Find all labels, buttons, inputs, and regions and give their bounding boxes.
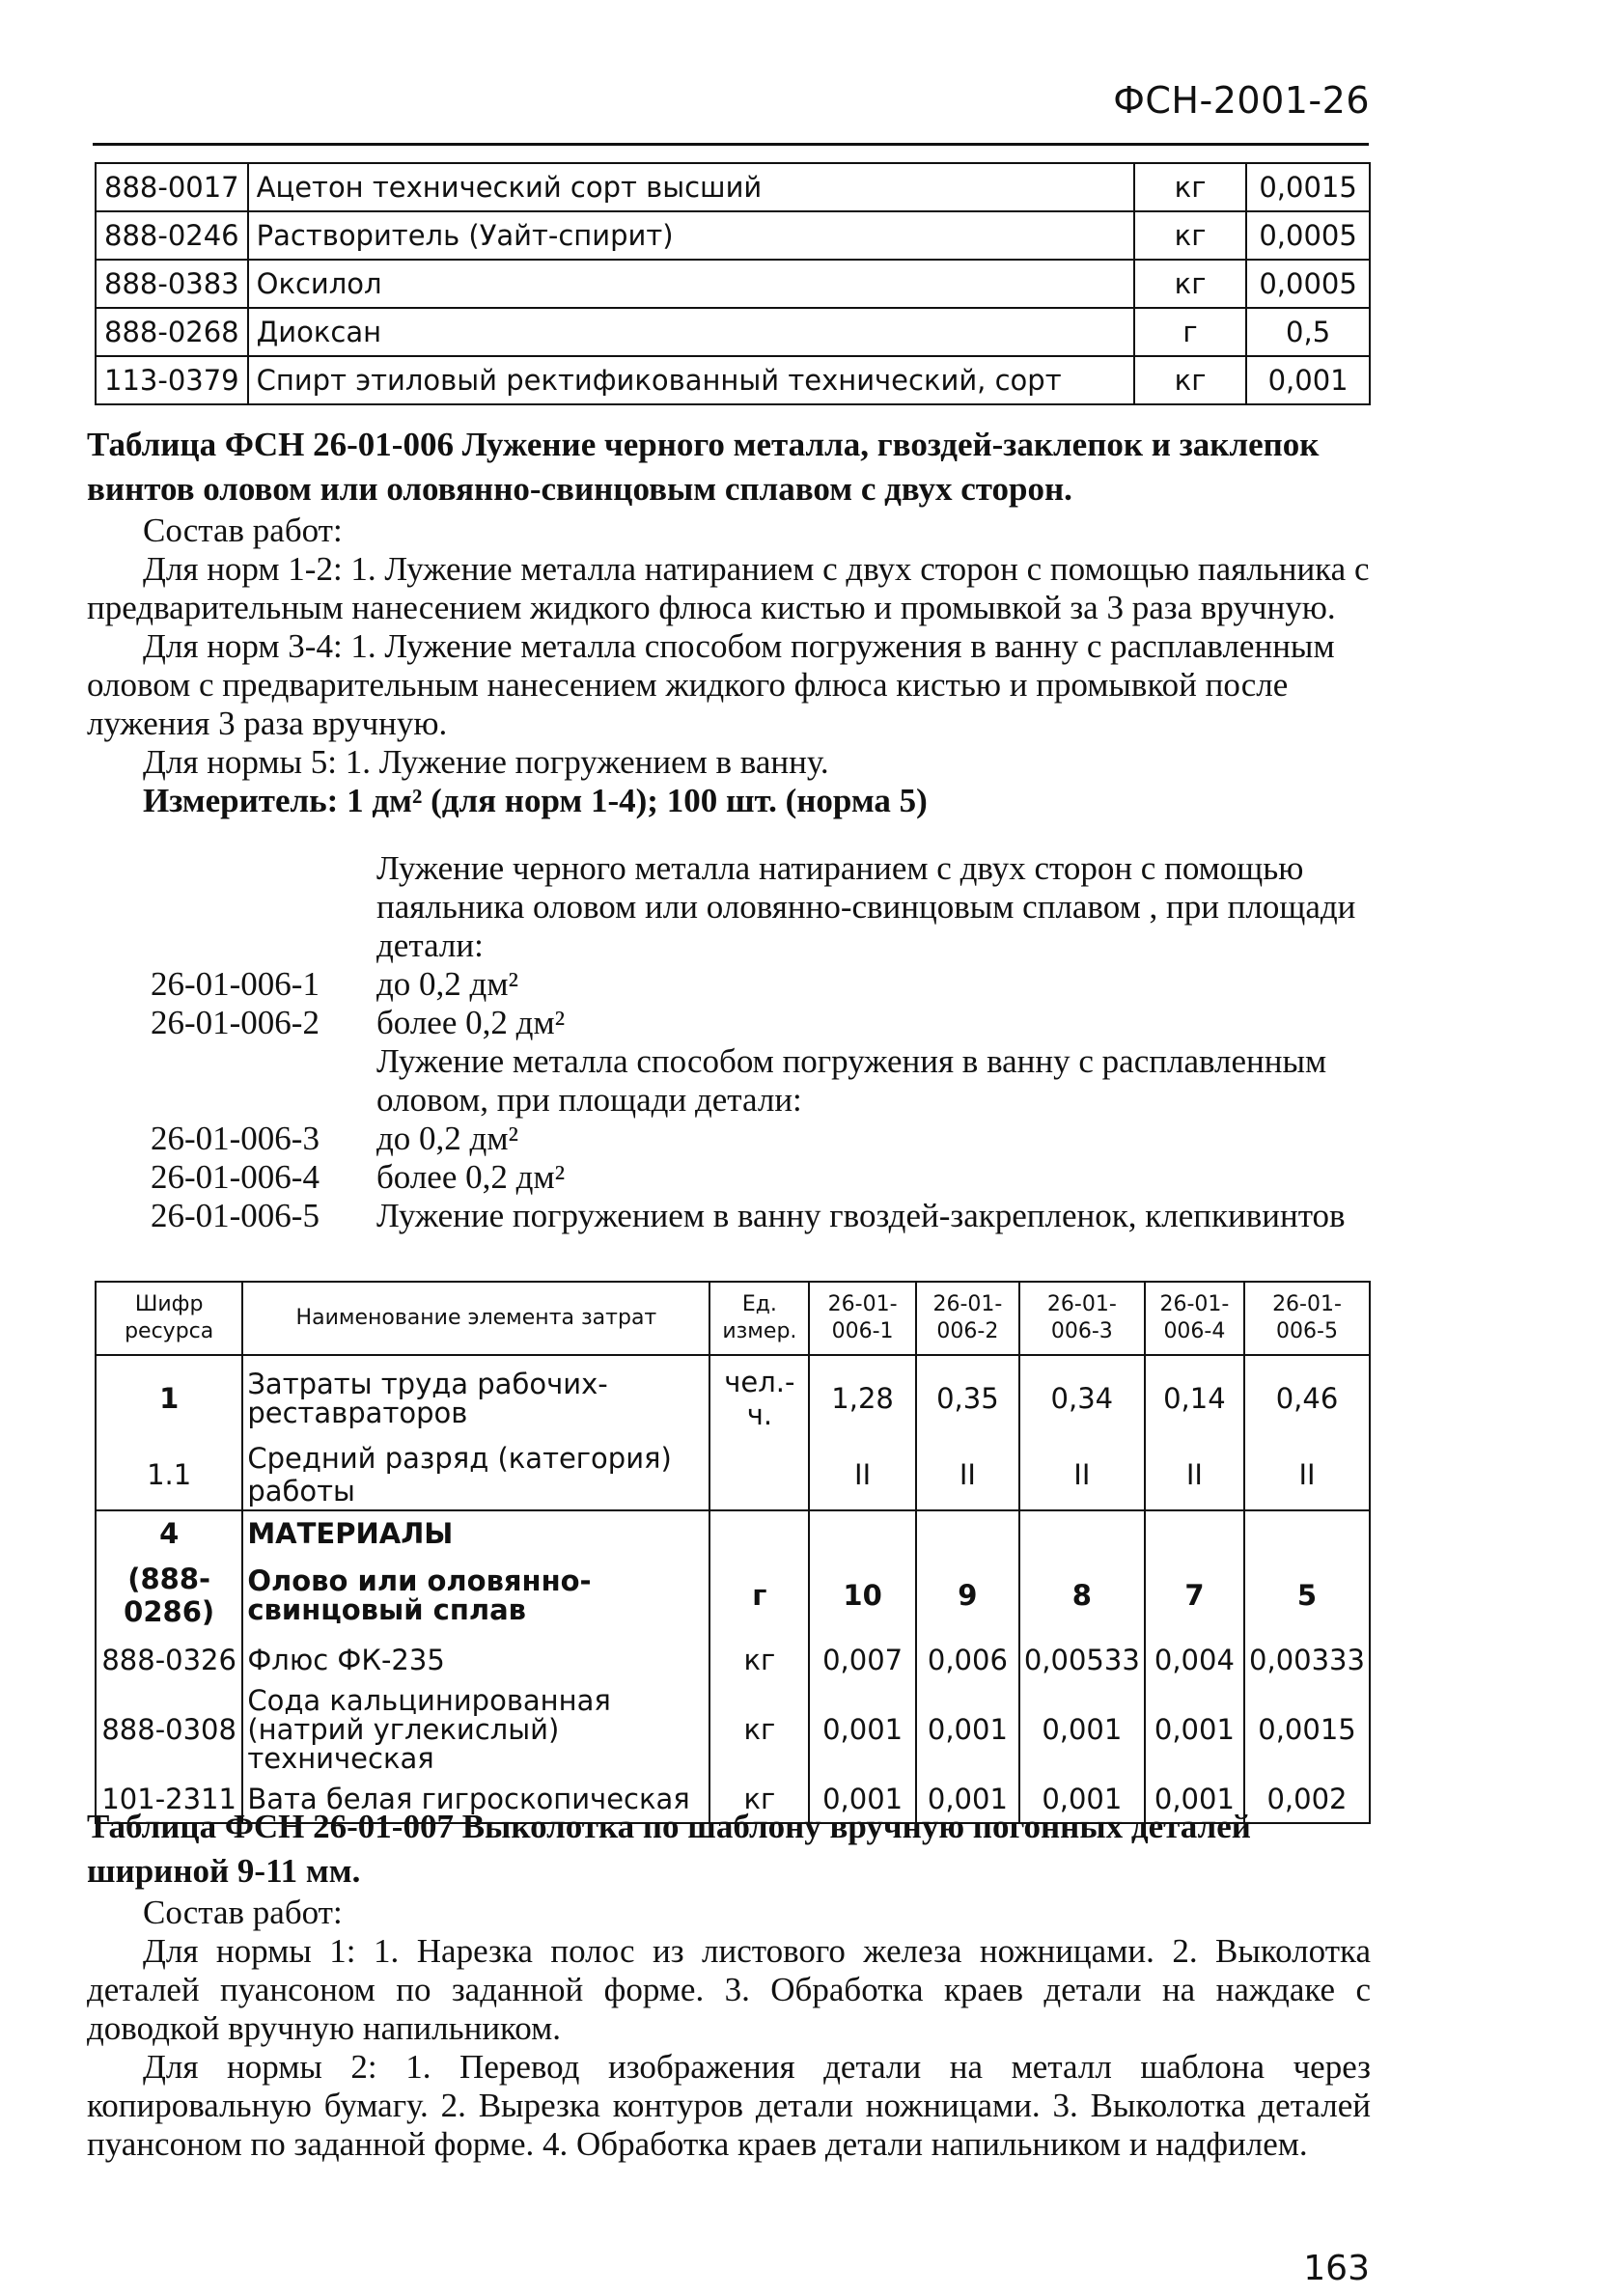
composition-label: Состав работ:	[143, 512, 343, 549]
norm-value: 0,001	[916, 1684, 1019, 1775]
header-norm-5: 26-01-006-5	[1244, 1282, 1370, 1355]
group-description-2: Лужение металла способом погружения в ванну с расплавленным оловом, при площади детали:	[376, 1042, 1327, 1119]
table-007-title: Таблица ФСН 26-01-007 Выколотка по шаблону вручную погонных деталей шириной 9-11 мм.	[87, 1808, 1251, 1890]
unit: кг	[1134, 211, 1246, 260]
norm-value: 0,001	[1145, 1684, 1244, 1775]
norm-value: 0,007	[809, 1636, 916, 1684]
unit: чел.-ч.	[709, 1355, 809, 1440]
quantity: 0,5	[1246, 308, 1370, 356]
table-006-description	[87, 512, 1371, 820]
header-norm-1: 26-01-006-1	[809, 1282, 916, 1355]
norm-value: 0,35	[916, 1355, 1019, 1440]
norm-value: 0,46	[1244, 1355, 1370, 1440]
norm-value	[809, 1510, 916, 1555]
table-row	[96, 260, 1370, 308]
table-row	[96, 1684, 1370, 1775]
norm-value: 0,00533	[1019, 1636, 1145, 1684]
quantity: 0,001	[1246, 356, 1370, 404]
norm-value: 0,001	[1145, 1775, 1244, 1823]
list-item: 26-01-006-3 до 0,2 дм²	[151, 1120, 519, 1157]
norms-3-4-text: Для норм 3-4: 1. Лужение металла способом погружения в ванну с расплавленным оловом с предварительным нанесением жидкого флюса кистью и промывкой после лужения 3 раза вручную.	[87, 627, 1335, 742]
resource-name: Олово или оловянно-свинцовый сплав	[242, 1555, 709, 1636]
resource-name: Затраты труда рабочих-реставраторов	[242, 1355, 709, 1440]
table-row	[96, 211, 1370, 260]
norm-value: 0,001	[1019, 1684, 1145, 1775]
norm-value: 9	[916, 1555, 1019, 1636]
norm-value	[1244, 1510, 1370, 1555]
norm-2-text: Для нормы 2: 1. Перевод изображения детали на металл шаблона через копировальную бумагу. 2. Вырезка контуров детали ножницами. 3. Выколотка деталей пуансоном по заданной форме. 4. Обработка краев детали напильником и надфилем.	[87, 2048, 1371, 2163]
unit	[709, 1510, 809, 1555]
norm-value: II	[1145, 1440, 1244, 1510]
unit: кг	[1134, 356, 1246, 404]
norm-value: 5	[1244, 1555, 1370, 1636]
header-norm-4: 26-01-006-4	[1145, 1282, 1244, 1355]
quantity: 0,0005	[1246, 260, 1370, 308]
resource-code: 888-0383	[96, 260, 248, 308]
norm-value: II	[916, 1440, 1019, 1510]
unit: г	[1134, 308, 1246, 356]
table-007-description	[87, 1894, 1371, 2164]
unit: кг	[709, 1775, 809, 1823]
list-item: 26-01-006-2 более 0,2 дм²	[151, 1004, 566, 1041]
resource-code: (888-0286)	[96, 1555, 242, 1636]
resource-code: 1.1	[96, 1440, 242, 1510]
resource-code: 4	[96, 1510, 242, 1555]
norm-value: II	[809, 1440, 916, 1510]
resource-code: 113-0379	[96, 356, 248, 404]
list-item: 26-01-006-5 Лужение погружением в ванну гвоздей-закрепленок, клепкивинтов	[151, 1197, 1346, 1234]
norm-value: 0,001	[1019, 1775, 1145, 1823]
header-norm-2: 26-01-006-2	[916, 1282, 1019, 1355]
unit: кг	[709, 1684, 809, 1775]
norm-value: 0,00333	[1244, 1636, 1370, 1684]
resource-code: 101-2311	[96, 1775, 242, 1823]
norm-5-text: Для нормы 5: 1. Лужение погружением в ванну.	[143, 743, 829, 781]
norm-value: 0,002	[1244, 1775, 1370, 1823]
table-row	[96, 356, 1370, 404]
document-code: ФСН-2001-26	[1113, 79, 1370, 122]
resource-name: Оксилол	[248, 260, 1134, 308]
unit: кг	[1134, 260, 1246, 308]
unit	[709, 1440, 809, 1510]
resource-name: Ацетон технический сорт высший	[248, 163, 1134, 211]
table-row	[96, 1440, 1370, 1510]
norm-value: 1,28	[809, 1355, 916, 1440]
header-resource-code: Шифр ресурса	[96, 1282, 242, 1355]
header-element-name: Наименование элемента затрат	[242, 1282, 709, 1355]
table-row	[96, 163, 1370, 211]
resource-code: 888-0246	[96, 211, 248, 260]
unit: кг	[709, 1636, 809, 1684]
resource-code: 888-0308	[96, 1684, 242, 1775]
resource-name: Спирт этиловый ректификованный технический, сорт	[248, 356, 1134, 404]
unit: г	[709, 1555, 809, 1636]
norm-value	[916, 1510, 1019, 1555]
resource-name: Средний разряд (категория) работы	[242, 1440, 709, 1510]
meter-line: Измеритель: 1 дм² (для норм 1-4); 100 шт. (норма 5)	[143, 782, 928, 819]
resource-code: 888-0326	[96, 1636, 242, 1684]
resource-code: 1	[96, 1355, 242, 1440]
resource-name: Сода кальцинированная (натрий углекислый) техническая	[242, 1684, 709, 1775]
list-item: 26-01-006-1 до 0,2 дм²	[151, 965, 519, 1003]
table-row	[96, 1555, 1370, 1636]
norm-value: II	[1244, 1440, 1370, 1510]
header-unit: Ед. измер.	[709, 1282, 809, 1355]
table-row	[96, 308, 1370, 356]
quantity: 0,0015	[1246, 163, 1370, 211]
table-row	[96, 1510, 1370, 1555]
norm-value	[1019, 1510, 1145, 1555]
resource-code: 888-0017	[96, 163, 248, 211]
norm-value: 8	[1019, 1555, 1145, 1636]
resource-code: 888-0268	[96, 308, 248, 356]
norm-value: 0,001	[809, 1775, 916, 1823]
norm-value: 0,006	[916, 1636, 1019, 1684]
composition-label: Состав работ:	[143, 1894, 343, 1931]
page-number: 163	[1303, 2249, 1370, 2288]
table-row	[96, 1355, 1370, 1440]
table-row	[96, 1636, 1370, 1684]
norms-table	[95, 1281, 1371, 1824]
resource-name: МАТЕРИАЛЫ	[242, 1510, 709, 1555]
header-rule	[93, 143, 1369, 146]
norm-value: 7	[1145, 1555, 1244, 1636]
unit: кг	[1134, 163, 1246, 211]
materials-continuation-table	[95, 162, 1371, 405]
resource-name: Вата белая гигроскопическая	[242, 1775, 709, 1823]
header-norm-3: 26-01-006-3	[1019, 1282, 1145, 1355]
norm-1-text: Для нормы 1: 1. Нарезка полос из листового железа ножницами. 2. Выколотка деталей пуансоном по заданной форме. 3. Обработка краев детали на наждаке с доводкой вручную напильником.	[87, 1932, 1371, 2047]
table-006-title: Таблица ФСН 26-01-006 Лужение черного металла, гвоздей-заклепок и заклепок винтов оловом или оловянно-свинцовым сплавом с двух сторон.	[87, 426, 1320, 508]
norm-value: 0,001	[809, 1684, 916, 1775]
group-description-1: Лужение черного металла натиранием с двух сторон с помощью паяльника оловом или оловянно-свинцовым сплавом , при площади детали:	[376, 849, 1356, 964]
norm-items-list	[87, 849, 1371, 1235]
norm-value: 0,004	[1145, 1636, 1244, 1684]
resource-name: Диоксан	[248, 308, 1134, 356]
norms-1-2-text: Для норм 1-2: 1. Лужение металла натиранием с двух сторон с помощью паяльника с предварительным нанесением жидкого флюса кистью и промывкой за 3 раза вручную.	[87, 550, 1370, 626]
norm-value	[1145, 1510, 1244, 1555]
norm-value: 0,14	[1145, 1355, 1244, 1440]
quantity: 0,0005	[1246, 211, 1370, 260]
norm-value: II	[1019, 1440, 1145, 1510]
table-header-row	[96, 1282, 1370, 1355]
resource-name: Растворитель (Уайт-спирит)	[248, 211, 1134, 260]
list-item: 26-01-006-4 более 0,2 дм²	[151, 1158, 566, 1196]
norm-value: 0,0015	[1244, 1684, 1370, 1775]
norm-value: 10	[809, 1555, 916, 1636]
norm-value: 0,001	[916, 1775, 1019, 1823]
norm-value: 0,34	[1019, 1355, 1145, 1440]
resource-name: Флюс ФК-235	[242, 1636, 709, 1684]
